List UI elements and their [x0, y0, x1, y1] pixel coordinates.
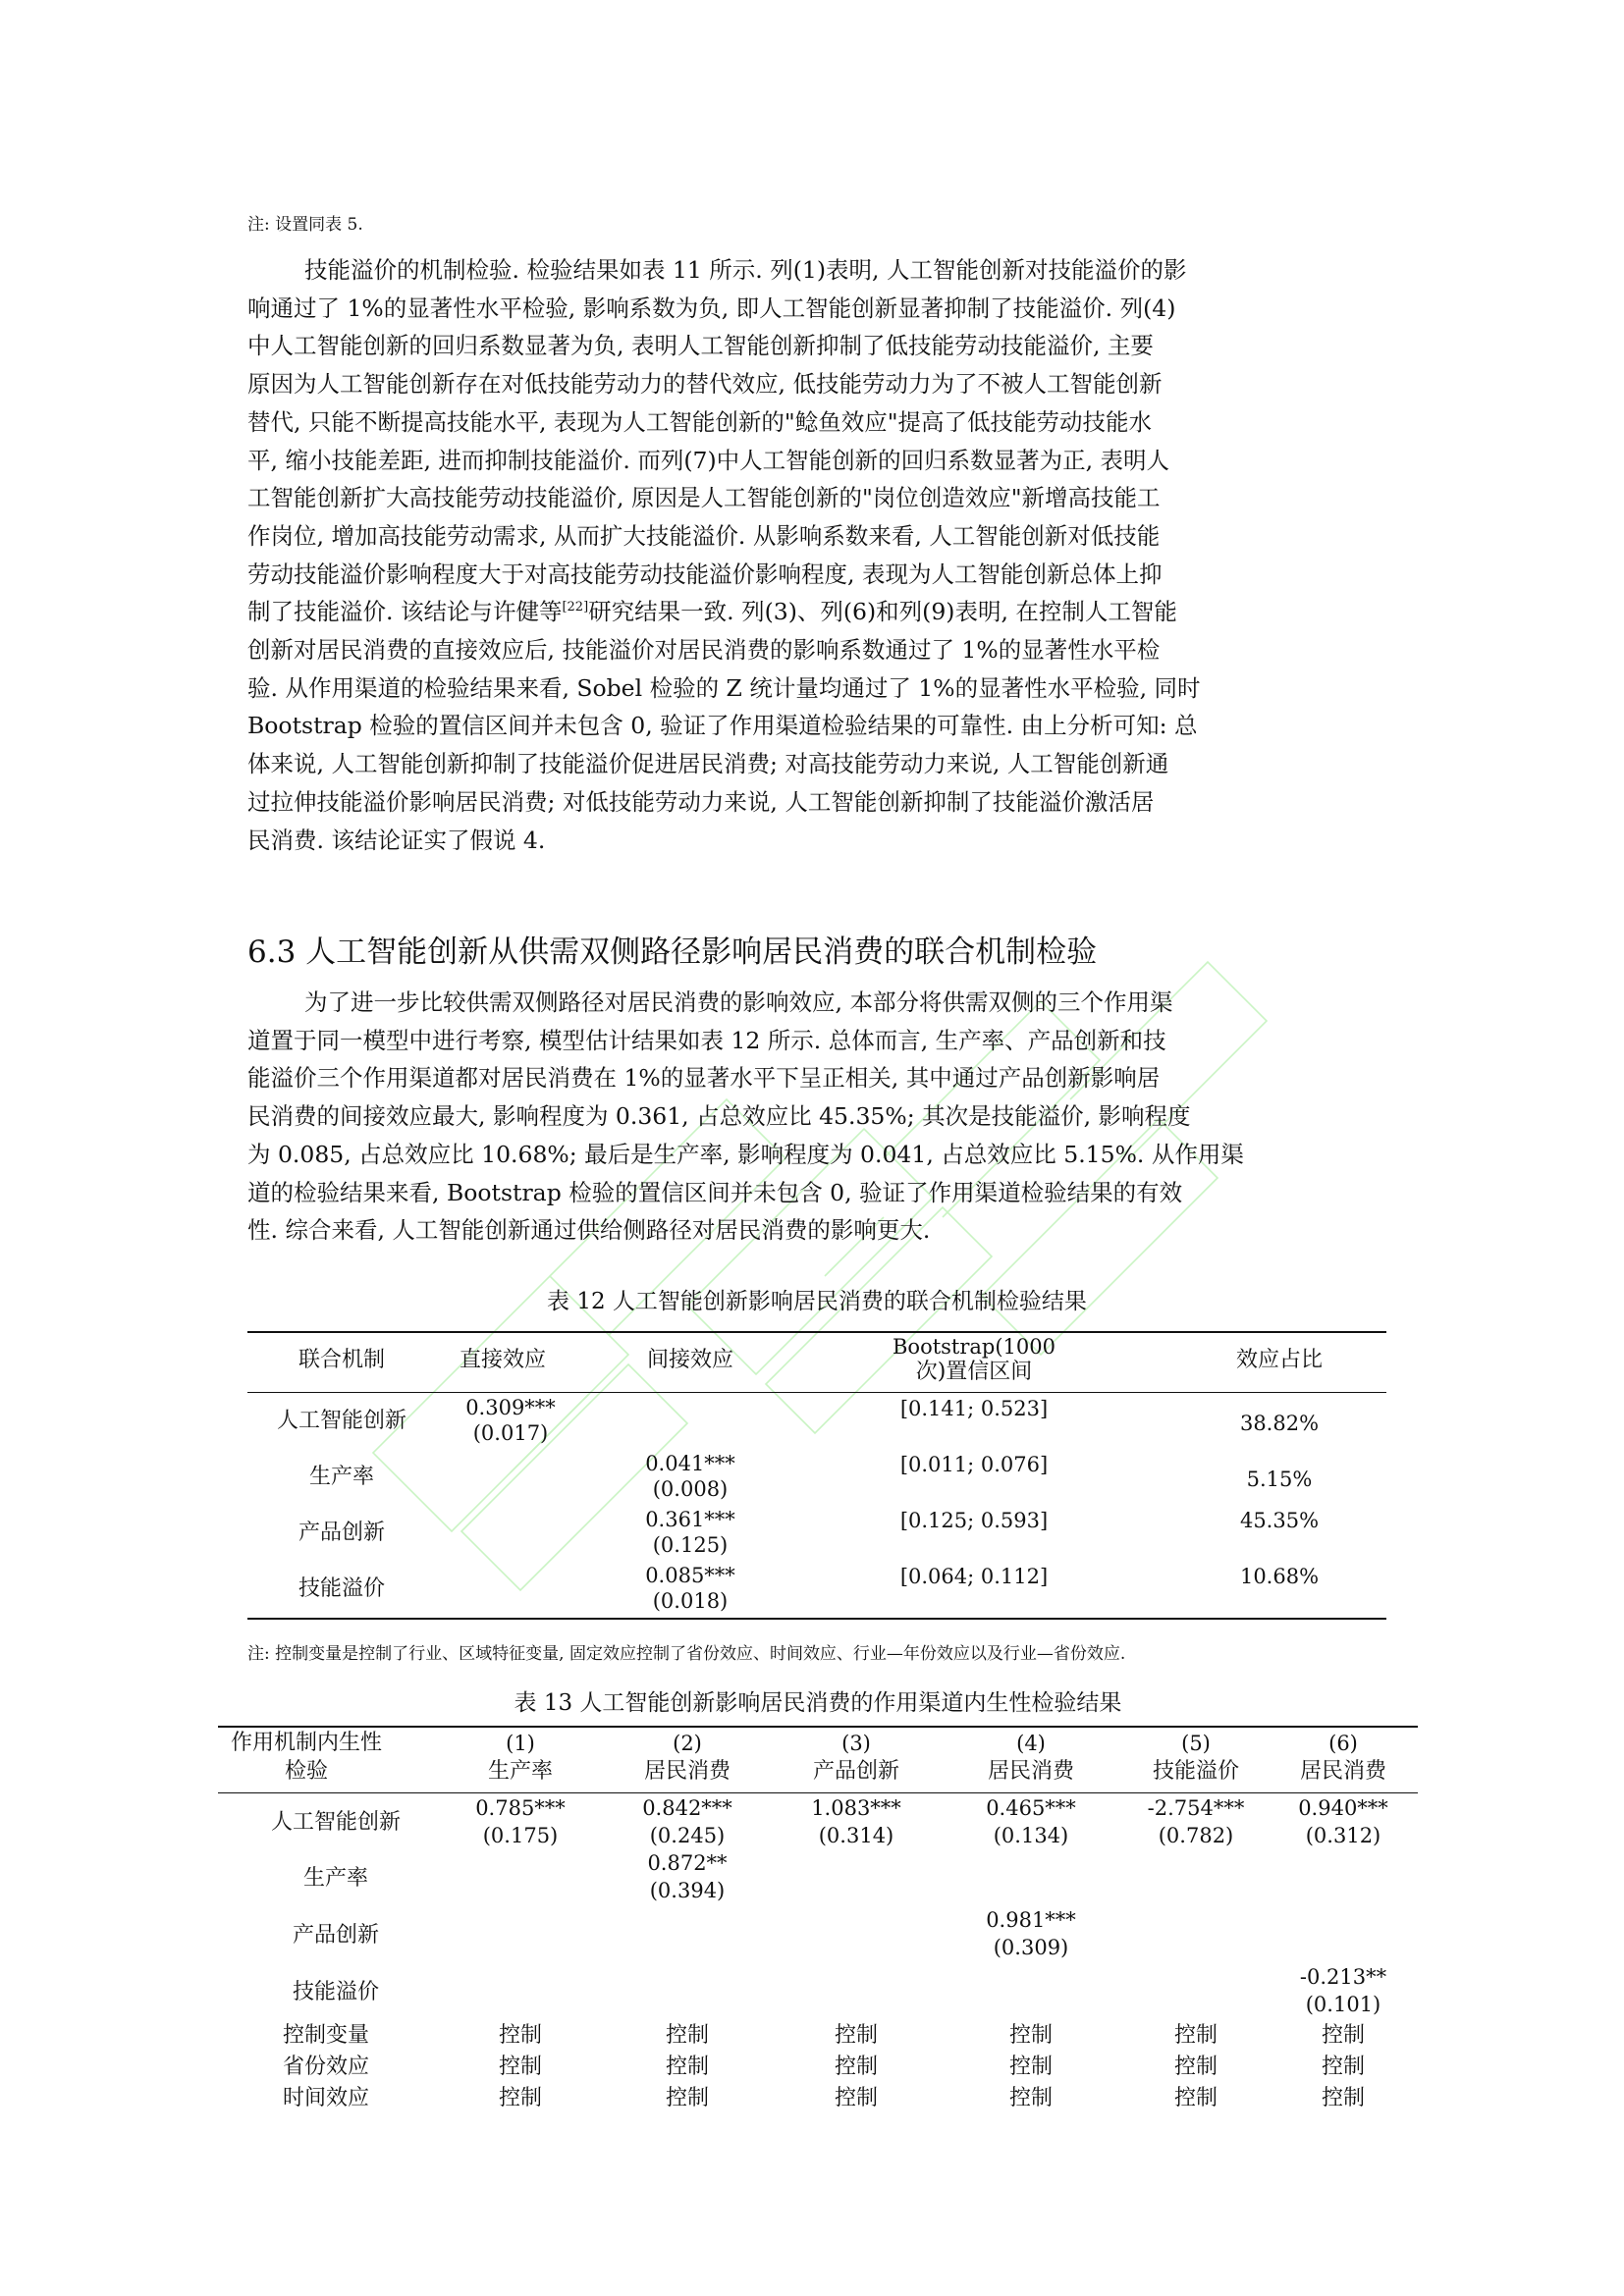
- table-12-header: 联合机制: [298, 1348, 386, 1372]
- table-13-control-cell: 控制: [1008, 2086, 1054, 2110]
- table-13-se: (0.782): [1158, 1824, 1234, 1847]
- table-13-row-label: 省份效应: [282, 2055, 370, 2079]
- text-line: 平, 缩小技能差距, 进而抑制技能溢价. 而列(7)中人工智能创新的回归系数显著为正, 表明人: [247, 446, 1170, 474]
- table-12-se: (0.008): [652, 1477, 729, 1501]
- table-12-row-label: 人工智能创新: [276, 1409, 407, 1433]
- text-line: 道置于同一模型中进行考察, 模型估计结果如表 12 所示. 总体而言, 生产率、产品创新和技: [247, 1026, 1166, 1054]
- table-12-share: 45.35%: [1239, 1509, 1320, 1532]
- table-13-coef: 1.083***: [811, 1796, 901, 1820]
- paragraph-mechanism-skill-premium: [247, 251, 1386, 859]
- table-12-ci: [0.141; 0.523]: [899, 1397, 1049, 1420]
- table-13-coef: -0.213**: [1299, 1965, 1387, 1989]
- table-13-control-cell: 控制: [1321, 2086, 1366, 2110]
- table-13-row-label: 时间效应: [282, 2086, 370, 2110]
- paragraph-joint-mechanism: [247, 984, 1386, 1250]
- text-line: 为了进一步比较供需双侧路径对居民消费的影响效应, 本部分将供需双侧的三个作用渠: [304, 988, 1173, 1016]
- table-note-top: 注: 设置同表 5.: [247, 215, 363, 235]
- table-13-col-name: 产品创新: [812, 1759, 900, 1784]
- table-13-se: (0.394): [649, 1879, 726, 1902]
- table-12-caption: 表 12 人工智能创新影响居民消费的联合机制检验结果: [547, 1289, 1087, 1314]
- table-13-header: 作用机制内生性: [230, 1731, 383, 1755]
- table-13-col-name: 居民消费: [1299, 1759, 1387, 1784]
- table-13-header: 检验: [284, 1759, 329, 1784]
- table-13-row-label: 人工智能创新: [270, 1810, 402, 1835]
- text-line: [247, 593, 1386, 631]
- table-13-se: (0.134): [993, 1824, 1069, 1847]
- text-line: 验. 从作用渠道的检验结果来看, Sobel 检验的 Z 统计量均通过了 1%的显著性水平检验, 同时: [247, 673, 1201, 702]
- table-13-se: (0.312): [1305, 1824, 1381, 1847]
- text-line: 技能溢价的机制检验. 检验结果如表 11 所示. 列(1)表明, 人工智能创新对技能溢价的影: [304, 256, 1187, 284]
- table-13-col-name: 居民消费: [643, 1759, 731, 1784]
- table-13-control-cell: 控制: [1008, 2055, 1054, 2079]
- table-12-coef: 0.085***: [645, 1564, 735, 1587]
- table-13-control-cell: 控制: [834, 2055, 879, 2079]
- table-12-ci: [0.125; 0.593]: [899, 1509, 1049, 1532]
- text-line: 作岗位, 增加高技能劳动需求, 从而扩大技能溢价. 从影响系数来看, 人工智能创新对低技能: [247, 521, 1161, 550]
- table-12-ci: [0.064; 0.112]: [899, 1565, 1049, 1588]
- text-line: 性. 综合来看, 人工智能创新通过供给侧路径对居民消费的影响更大.: [247, 1216, 931, 1245]
- table-12-coef: 0.309***: [465, 1396, 556, 1419]
- table-13-se: (0.309): [993, 1936, 1069, 1959]
- table-13-se: (0.245): [649, 1824, 726, 1847]
- table-13-control-cell: 控制: [834, 2023, 879, 2048]
- text-line: 创新对居民消费的直接效应后, 技能溢价对居民消费的影响系数通过了 1%的显著性水平检: [247, 636, 1161, 665]
- table-12-header: 次)置信区间: [915, 1360, 1033, 1384]
- table-13-control-cell: 控制: [1008, 2023, 1054, 2048]
- text-line: 响通过了 1%的显著性水平检验, 影响系数为负, 即人工智能创新显著抑制了技能溢价. 列(4): [247, 294, 1176, 322]
- table-12-header: Bootstrap(1000: [892, 1335, 1056, 1359]
- table-13-col-number: (2): [673, 1732, 702, 1755]
- table-13-col-number: (6): [1328, 1732, 1358, 1755]
- table-12-row-label: 生产率: [308, 1465, 375, 1489]
- text-line: 替代, 只能不断提高技能水平, 表现为人工智能创新的"鲶鱼效应"提高了低技能劳动技能水: [247, 407, 1152, 436]
- table-12-share: 10.68%: [1239, 1565, 1320, 1588]
- text-line: 道的检验结果来看, Bootstrap 检验的置信区间并未包含 0, 验证了作用渠道检验结果的有效: [247, 1178, 1183, 1206]
- table-13-col-name: 生产率: [487, 1759, 554, 1784]
- text-line: 民消费的间接效应最大, 影响程度为 0.361, 占总效应比 45.35%; 其次是技能溢价, 影响程度: [247, 1102, 1191, 1131]
- text-segment: 制了技能溢价. 该结论与许健等: [247, 598, 563, 626]
- table-13-coef: 0.785***: [475, 1796, 566, 1820]
- table-13-col-number: (5): [1181, 1732, 1211, 1755]
- table-13-coef: 0.981***: [986, 1908, 1076, 1932]
- table-12-share: 38.82%: [1239, 1412, 1320, 1435]
- table-12-se: (0.125): [652, 1533, 729, 1557]
- table-13-coef: 0.465***: [986, 1796, 1076, 1820]
- table-13-col-number: (3): [841, 1732, 871, 1755]
- table-13-control-cell: 控制: [1321, 2055, 1366, 2079]
- text-line: 民消费. 该结论证实了假说 4.: [247, 826, 546, 854]
- table-13-se: (0.175): [482, 1824, 559, 1847]
- text-line: Bootstrap 检验的置信区间并未包含 0, 验证了作用渠道检验结果的可靠性. 由上分析可知: 总: [247, 712, 1198, 740]
- table-13-caption: 表 13 人工智能创新影响居民消费的作用渠道内生性检验结果: [514, 1690, 1122, 1716]
- table-12-se: (0.017): [472, 1421, 549, 1445]
- table-12-share: 5.15%: [1246, 1468, 1313, 1491]
- table-13-top-rule: [218, 1726, 1418, 1728]
- table-12-coef: 0.361***: [645, 1508, 735, 1531]
- table-12-header: 直接效应: [459, 1348, 547, 1372]
- table-13-col-number: (4): [1016, 1732, 1046, 1755]
- table-12-header: 间接效应: [646, 1348, 734, 1372]
- text-line: 能溢价三个作用渠道都对居民消费在 1%的显著水平下呈正相关, 其中通过产品创新影响居: [247, 1064, 1161, 1093]
- text-line: 体来说, 人工智能创新抑制了技能溢价促进居民消费; 对高技能劳动力来说, 人工智能创新通: [247, 750, 1169, 778]
- text-line: 劳动技能溢价影响程度大于对高技能劳动技能溢价影响程度, 表现为人工智能创新总体上抑: [247, 560, 1163, 588]
- table-13-row-label: 生产率: [302, 1866, 369, 1891]
- table-13-control-cell: 控制: [498, 2055, 543, 2079]
- table-13-control-cell: 控制: [498, 2023, 543, 2048]
- table-13-header-rule: [218, 1792, 1418, 1793]
- text-line: 中人工智能创新的回归系数显著为负, 表明人工智能创新抑制了低技能劳动技能溢价, 主要: [247, 332, 1154, 360]
- table-13-coef: 0.940***: [1298, 1796, 1388, 1820]
- table-13-se: (0.314): [818, 1824, 894, 1847]
- section-heading: 6.3 人工智能创新从供需双侧路径影响居民消费的联合机制检验: [247, 934, 1098, 970]
- table-12-row-label: 技能溢价: [298, 1576, 386, 1601]
- table-12-top-rule: [247, 1331, 1386, 1333]
- table-13-se: (0.101): [1305, 1993, 1381, 2016]
- table-12-note: 注: 控制变量是控制了行业、区域特征变量, 固定效应控制了省份效应、时间效应、行业—年份效应以及行业—省份效应.: [247, 1644, 1126, 1664]
- table-13-row-label: 控制变量: [282, 2023, 370, 2048]
- table-12-row-label: 产品创新: [298, 1521, 386, 1545]
- table-12-header: 效应占比: [1235, 1348, 1324, 1372]
- table-12-ci: [0.011; 0.076]: [899, 1453, 1049, 1476]
- table-13-control-cell: 控制: [1321, 2023, 1366, 2048]
- table-12-coef: 0.041***: [645, 1452, 735, 1475]
- table-13-row-label: 技能溢价: [292, 1980, 380, 2004]
- table-12-se: (0.018): [652, 1589, 729, 1613]
- table-13-row-label: 产品创新: [292, 1923, 380, 1948]
- table-13-control-cell: 控制: [1173, 2023, 1218, 2048]
- table-13-control-cell: 控制: [1173, 2086, 1218, 2110]
- table-12-header-rule: [247, 1392, 1386, 1393]
- table-13-control-cell: 控制: [665, 2023, 710, 2048]
- table-12-bottom-rule: [247, 1618, 1386, 1620]
- table-13-control-cell: 控制: [1173, 2055, 1218, 2079]
- citation-reference: [22]: [562, 600, 589, 615]
- text-line: 为 0.085, 占总效应比 10.68%; 最后是生产率, 影响程度为 0.041, 占总效应比 5.15%. 从作用渠: [247, 1140, 1244, 1168]
- text-line: 原因为人工智能创新存在对低技能劳动力的替代效应, 低技能劳动力为了不被人工智能创新: [247, 370, 1163, 399]
- table-13-control-cell: 控制: [665, 2055, 710, 2079]
- table-13-col-name: 居民消费: [987, 1759, 1075, 1784]
- table-13-col-name: 技能溢价: [1152, 1759, 1240, 1784]
- table-13-coef: -2.754***: [1147, 1796, 1245, 1820]
- table-13-col-number: (1): [506, 1732, 535, 1755]
- table-13-coef: 0.842***: [642, 1796, 732, 1820]
- text-segment: 研究结果一致. 列(3)、列(6)和列(9)表明, 在控制人工智能: [588, 598, 1177, 626]
- table-13-control-cell: 控制: [498, 2086, 543, 2110]
- text-line: 过拉伸技能溢价影响居民消费; 对低技能劳动力来说, 人工智能创新抑制了技能溢价激活居: [247, 787, 1155, 816]
- table-13-control-cell: 控制: [665, 2086, 710, 2110]
- table-13-control-cell: 控制: [834, 2086, 879, 2110]
- text-line: 工智能创新扩大高技能劳动技能溢价, 原因是人工智能创新的"岗位创造效应"新增高技能工: [247, 484, 1161, 512]
- table-13-coef: 0.872**: [647, 1851, 728, 1875]
